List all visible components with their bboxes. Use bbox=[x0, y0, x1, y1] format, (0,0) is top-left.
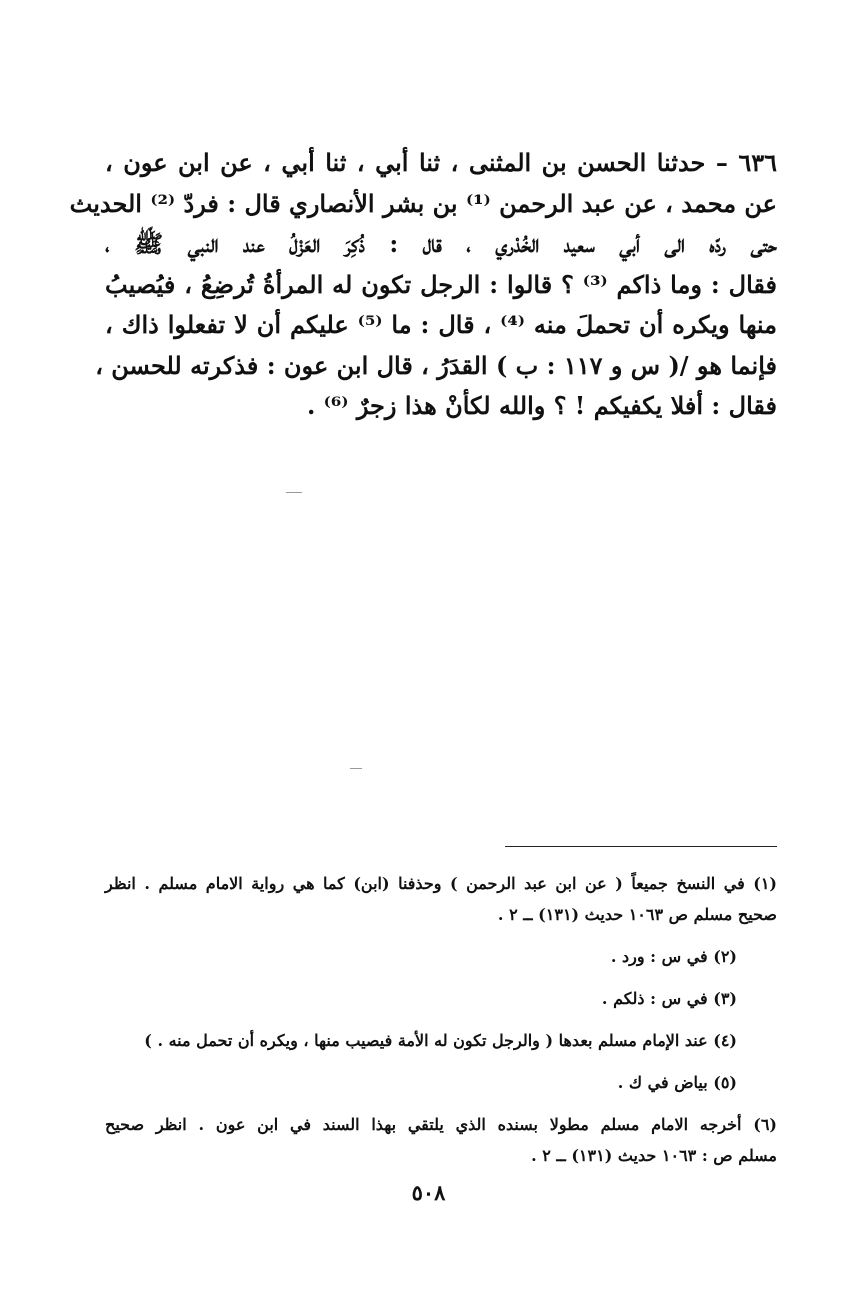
footnote-1: (١) في النسخ جميعاً ( عن ابن عبد الرحمن ) وحذفنا (ابن) كما هي رواية الامام مسلم . انظر bbox=[105, 874, 777, 893]
footnote-divider bbox=[505, 846, 777, 847]
hadith-line-5: منها ويكره أن تحملَ منه ⁽⁴⁾ ، قال : ما ⁽⁵⁾ عليكم أن لا تفعلوا ذاك ، bbox=[105, 310, 777, 339]
scan-speck bbox=[286, 492, 302, 493]
footnote-2: (٢) في س : ورد . bbox=[610, 947, 737, 966]
hadith-line-1: ٦٣٦ – حدثنا الحسن بن المثنى ، ثنا أبي ، ثنا أبي ، عن ابن عون ، bbox=[105, 148, 777, 177]
footnote-4: (٤) عند الإمام مسلم بعدها ( والرجل تكون له الأمة فيصيب منها ، ويكره أن تحمل منه . ) bbox=[144, 1031, 737, 1050]
footnote-3: (٣) في س : ذلكم . bbox=[601, 989, 737, 1008]
hadith-line-3: حتى ردّه الى أبي سعيد الخُدْري ، قال : ذُكِرَ العَزْلُ عند النبي ﷺ ، bbox=[105, 229, 777, 258]
footnote-6: (٦) أخرجه الامام مسلم مطولا بسنده الذي يلتقي بهذا السند في ابن عون . انظر صحيح bbox=[105, 1115, 777, 1134]
hadith-line-4: فقال : وما ذاكم ⁽³⁾ ؟ قالوا : الرجل تكون له المرأةُ تُرضِعُ ، فيُصيبُ bbox=[105, 269, 777, 299]
footnote-1-continued: صحيح مسلم ص ١٠٦٣ حديث (١٣١) ــ ٢ . bbox=[497, 905, 777, 924]
footnotes bbox=[105, 868, 777, 1171]
footnote-5: (٥) بياض في ك . bbox=[617, 1073, 737, 1092]
hadith-text bbox=[69, 143, 777, 427]
hadith-line-2: عن محمد ، عن عبد الرحمن ⁽¹⁾ بن بشر الأنصاري قال : فردّ ⁽²⁾ الحديث bbox=[69, 188, 777, 218]
scan-speck bbox=[350, 768, 362, 769]
page-number: ٥٠٨ bbox=[411, 1180, 446, 1205]
footnote-6-continued: مسلم ص : ١٠٦٣ حديث (١٣١) ــ ٢ . bbox=[531, 1146, 777, 1165]
hadith-line-7: فقال : أفلا يكفيكم ! ؟ والله لكأنْ هذا زجرٌ ⁽⁶⁾ . bbox=[306, 391, 777, 420]
hadith-line-6: فإنما هو /( س و ١١٧ : ب ) القدَرُ ، قال ابن عون : فذكرته للحسن ، bbox=[95, 350, 777, 380]
